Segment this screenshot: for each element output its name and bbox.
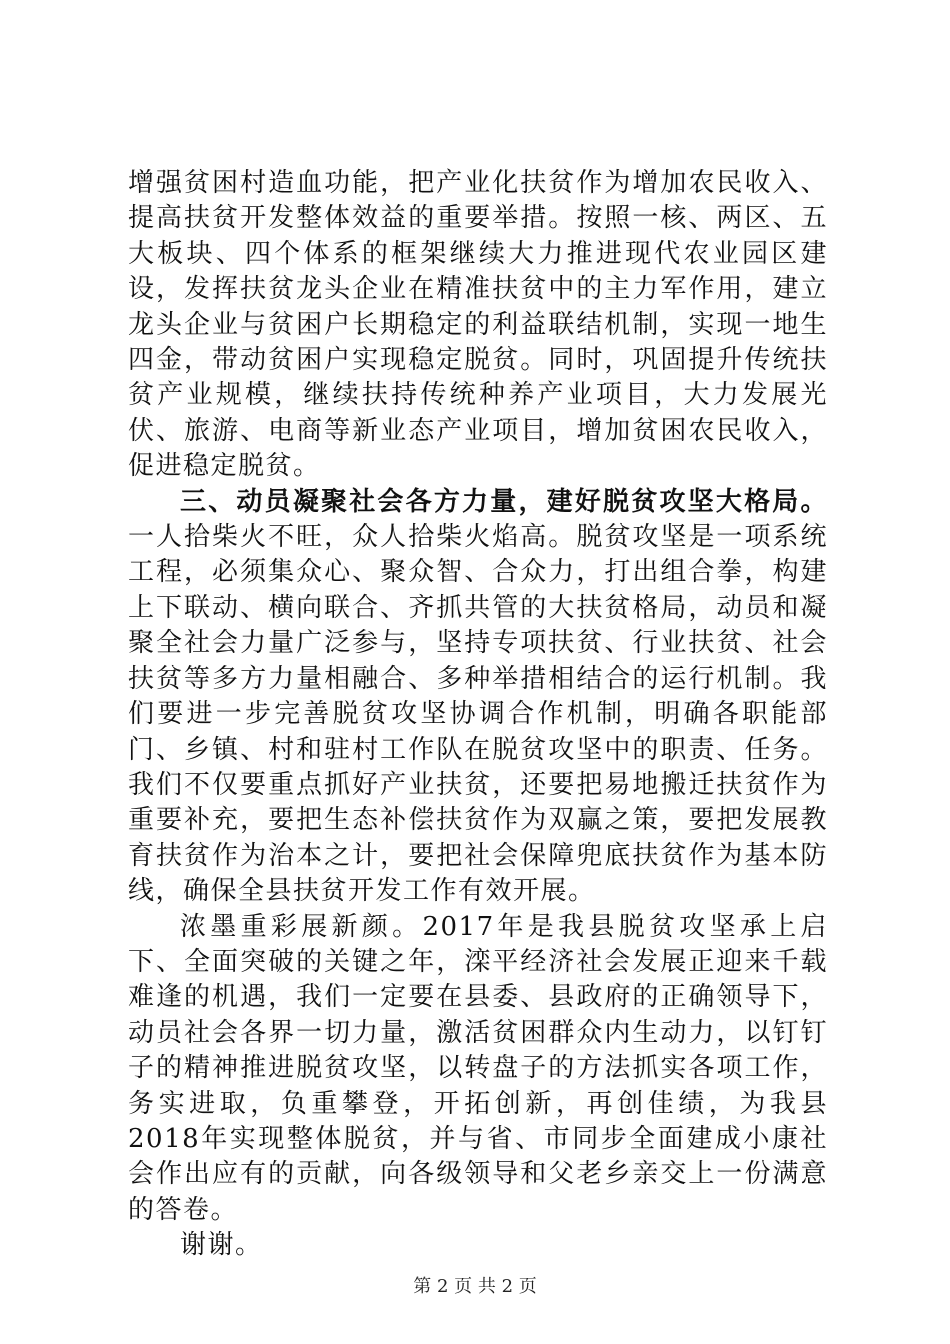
document-body: [128, 166, 828, 1264]
paragraph-3: 浓墨重彩展新颜。2017年是我县脱贫攻坚承上启下、全面突破的关键之年，滦平经济社会发展正迎来千载难逢的机遇，我们一定要在县委、县政府的正确领导下，动员社会各界一切力量，激活贫困群众内生动力，以钉钉子的精神推进脱贫攻坚，以转盘子的方法抓实各项工作，务实进取，负重攀登，开拓创新，再创佳绩，为我县2018年实现整体脱贫，并与省、市同步全面建成小康社会作出应有的贡献，向各级领导和父老乡亲交上一份满意的答卷。: [128, 911, 828, 1225]
page-footer: 第 2 页 共 2 页: [413, 1276, 537, 1297]
section-heading-3: 三、动员凝聚社会各方力量，建好脱贫攻坚大格局。: [180, 486, 828, 517]
paragraph-4: 谢谢。: [180, 1230, 263, 1261]
paragraph-2-body: 一人拾柴火不旺，众人拾柴火焰高。脱贫攻坚是一项系统工程，必须集众心、聚众智、合众力，打出组合拳，构建上下联动、横向联合、齐抓共管的大扶贫格局，动员和凝聚全社会力量广泛参与，坚持专项扶贫、行业扶贫、社会扶贫等多方力量相融合、多种举措相结合的运行机制。我们要进一步完善脱贫攻坚协调合作机制，明确各职能部门、乡镇、村和驻村工作队在脱贫攻坚中的职责、任务。我们不仅要重点抓好产业扶贫，还要把易地搬迁扶贫作为重要补充，要把生态补偿扶贫作为双赢之策，要把发展教育扶贫作为治本之计，要把社会保障兜底扶贫作为基本防线，确保全县扶贫开发工作有效开展。: [128, 522, 828, 907]
paragraph-1: 增强贫困村造血功能，把产业化扶贫作为增加农民收入、提高扶贫开发整体效益的重要举措。按照一核、两区、五大板块、四个体系的框架继续大力推进现代农业园区建设，发挥扶贫龙头企业在精准扶贫中的主力军作用，建立龙头企业与贫困户长期稳定的利益联结机制，实现一地生四金，带动贫困户实现稳定脱贫。同时，巩固提升传统扶贫产业规模，继续扶持传统种养产业项目，大力发展光伏、旅游、电商等新业态产业项目，增加贫困农民收入，促进稳定脱贫。: [128, 168, 828, 482]
paragraph-2: [128, 485, 828, 910]
